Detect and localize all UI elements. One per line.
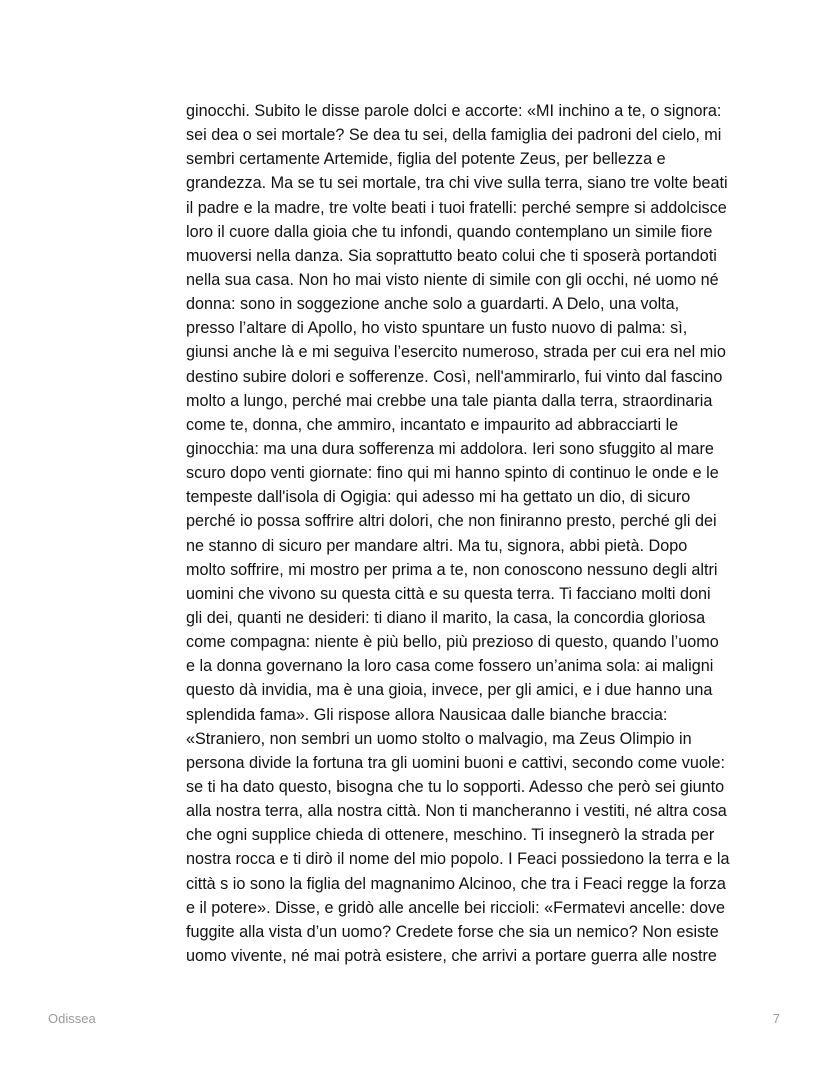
text-line: uomo vivente, né mai potrà esistere, che arrivi a portare guerra alle nostre: [186, 946, 717, 965]
text-line: destino subire dolori e sofferenze. Così, nell'ammirarlo, fui vinto dal fascino: [186, 367, 723, 386]
text-line: uomini che vivono su questa città e su questa terra. Ti facciano molti doni: [186, 584, 711, 603]
text-line: persona divide la fortuna tra gli uomini buoni e cattivi, secondo come vuole:: [186, 753, 725, 772]
text-line: scuro dopo venti giornate: fino qui mi hanno spinto di continuo le onde e le: [186, 464, 719, 483]
text-line: muoversi nella danza. Sia soprattutto beato colui che ti sposerà portandoti: [186, 246, 717, 265]
text-line: molto soffrire, mi mostro per prima a te, non conoscono nessuno degli altri: [186, 560, 718, 579]
text-line: donna: sono in soggezione anche solo a guardarti. A Delo, una volta,: [186, 295, 680, 314]
text-line: nostra rocca e ti dirò il nome del mio popolo. I Feaci possiedono la terra e la: [186, 850, 730, 869]
text-line: come compagna: niente è più bello, più prezioso di questo, quando l’uomo: [186, 633, 719, 652]
text-line: splendida fama». Gli rispose allora Nausicaa dalle bianche braccia:: [186, 705, 668, 724]
text-line: questo dà invidia, ma è una gioia, invece, per gli amici, e i due hanno una: [186, 681, 713, 700]
text-line: che ogni supplice chieda di ottenere, meschino. Ti insegnerò la strada per: [186, 826, 715, 845]
text-line: sei dea o sei mortale? Se dea tu sei, della famiglia dei padroni del cielo, mi: [186, 126, 722, 145]
text-line: giunsi anche là e mi seguiva l’esercito numeroso, strada per cui era nel mio: [186, 343, 726, 362]
text-line: molto a lungo, perché mai crebbe una tale pianta dalla terra, straordinaria: [186, 391, 713, 410]
text-line: e la donna governano la loro casa come fossero un’anima sola: ai maligni: [186, 657, 714, 676]
text-line: ne stanno di sicuro per mandare altri. Ma tu, signora, abbi pietà. Dopo: [186, 536, 688, 555]
text-line: il padre e la madre, tre volte beati i tuoi fratelli: perché sempre si addolcisce: [186, 198, 727, 217]
text-line: perché io possa soffrire altri dolori, che non finiranno presto, perché gli dei: [186, 512, 717, 531]
text-line: ginocchia: ma una dura sofferenza mi addolora. Ieri sono sfuggito al mare: [186, 439, 714, 458]
text-line: sembri certamente Artemide, figlia del potente Zeus, per bellezza e: [186, 150, 666, 169]
text-line: presso l’altare di Apollo, ho visto spuntare un fusto nuovo di palma: sì,: [186, 319, 688, 338]
footer-document-title: Odissea: [48, 1011, 96, 1026]
text-line: nella sua casa. Non ho mai visto niente di simile con gli occhi, né uomo né: [186, 270, 719, 289]
text-line: fuggite alla vista d’un uomo? Credete forse che sia un nemico? Non esiste: [186, 922, 719, 941]
text-line: «Straniero, non sembri un uomo stolto o malvagio, ma Zeus Olimpio in: [186, 729, 692, 748]
body-text: [186, 99, 746, 968]
text-line: grandezza. Ma se tu sei mortale, tra chi vive sulla terra, siano tre volte beati: [186, 174, 728, 193]
footer-page-number: 7: [772, 1011, 780, 1026]
text-line: se ti ha dato questo, bisogna che tu lo sopporti. Adesso che però sei giunto: [186, 777, 725, 796]
text-line: loro il cuore dalla gioia che tu infondi, quando contemplano un simile fiore: [186, 222, 713, 241]
text-line: e il potere». Disse, e gridò alle ancelle bei riccioli: «Fermatevi ancelle: dove: [186, 898, 725, 917]
text-line: città s io sono la figlia del magnanimo Alcinoo, che tra i Feaci regge la forza: [186, 874, 726, 893]
text-line: come te, donna, che ammiro, incantato e impaurito ad abbracciarti le: [186, 415, 679, 434]
text-line: ginocchi. Subito le disse parole dolci e accorte: «MI inchino a te, o signora:: [186, 102, 722, 120]
text-line: tempeste dall'isola di Ogigia: qui adesso mi ha gettato un dio, di sicuro: [186, 488, 691, 507]
text-line: alla nostra terra, alla nostra città. Non ti mancheranno i vestiti, né altra cosa: [186, 802, 727, 821]
text-line: gli dei, quanti ne desideri: ti diano il marito, la casa, la concordia gloriosa: [186, 608, 706, 627]
